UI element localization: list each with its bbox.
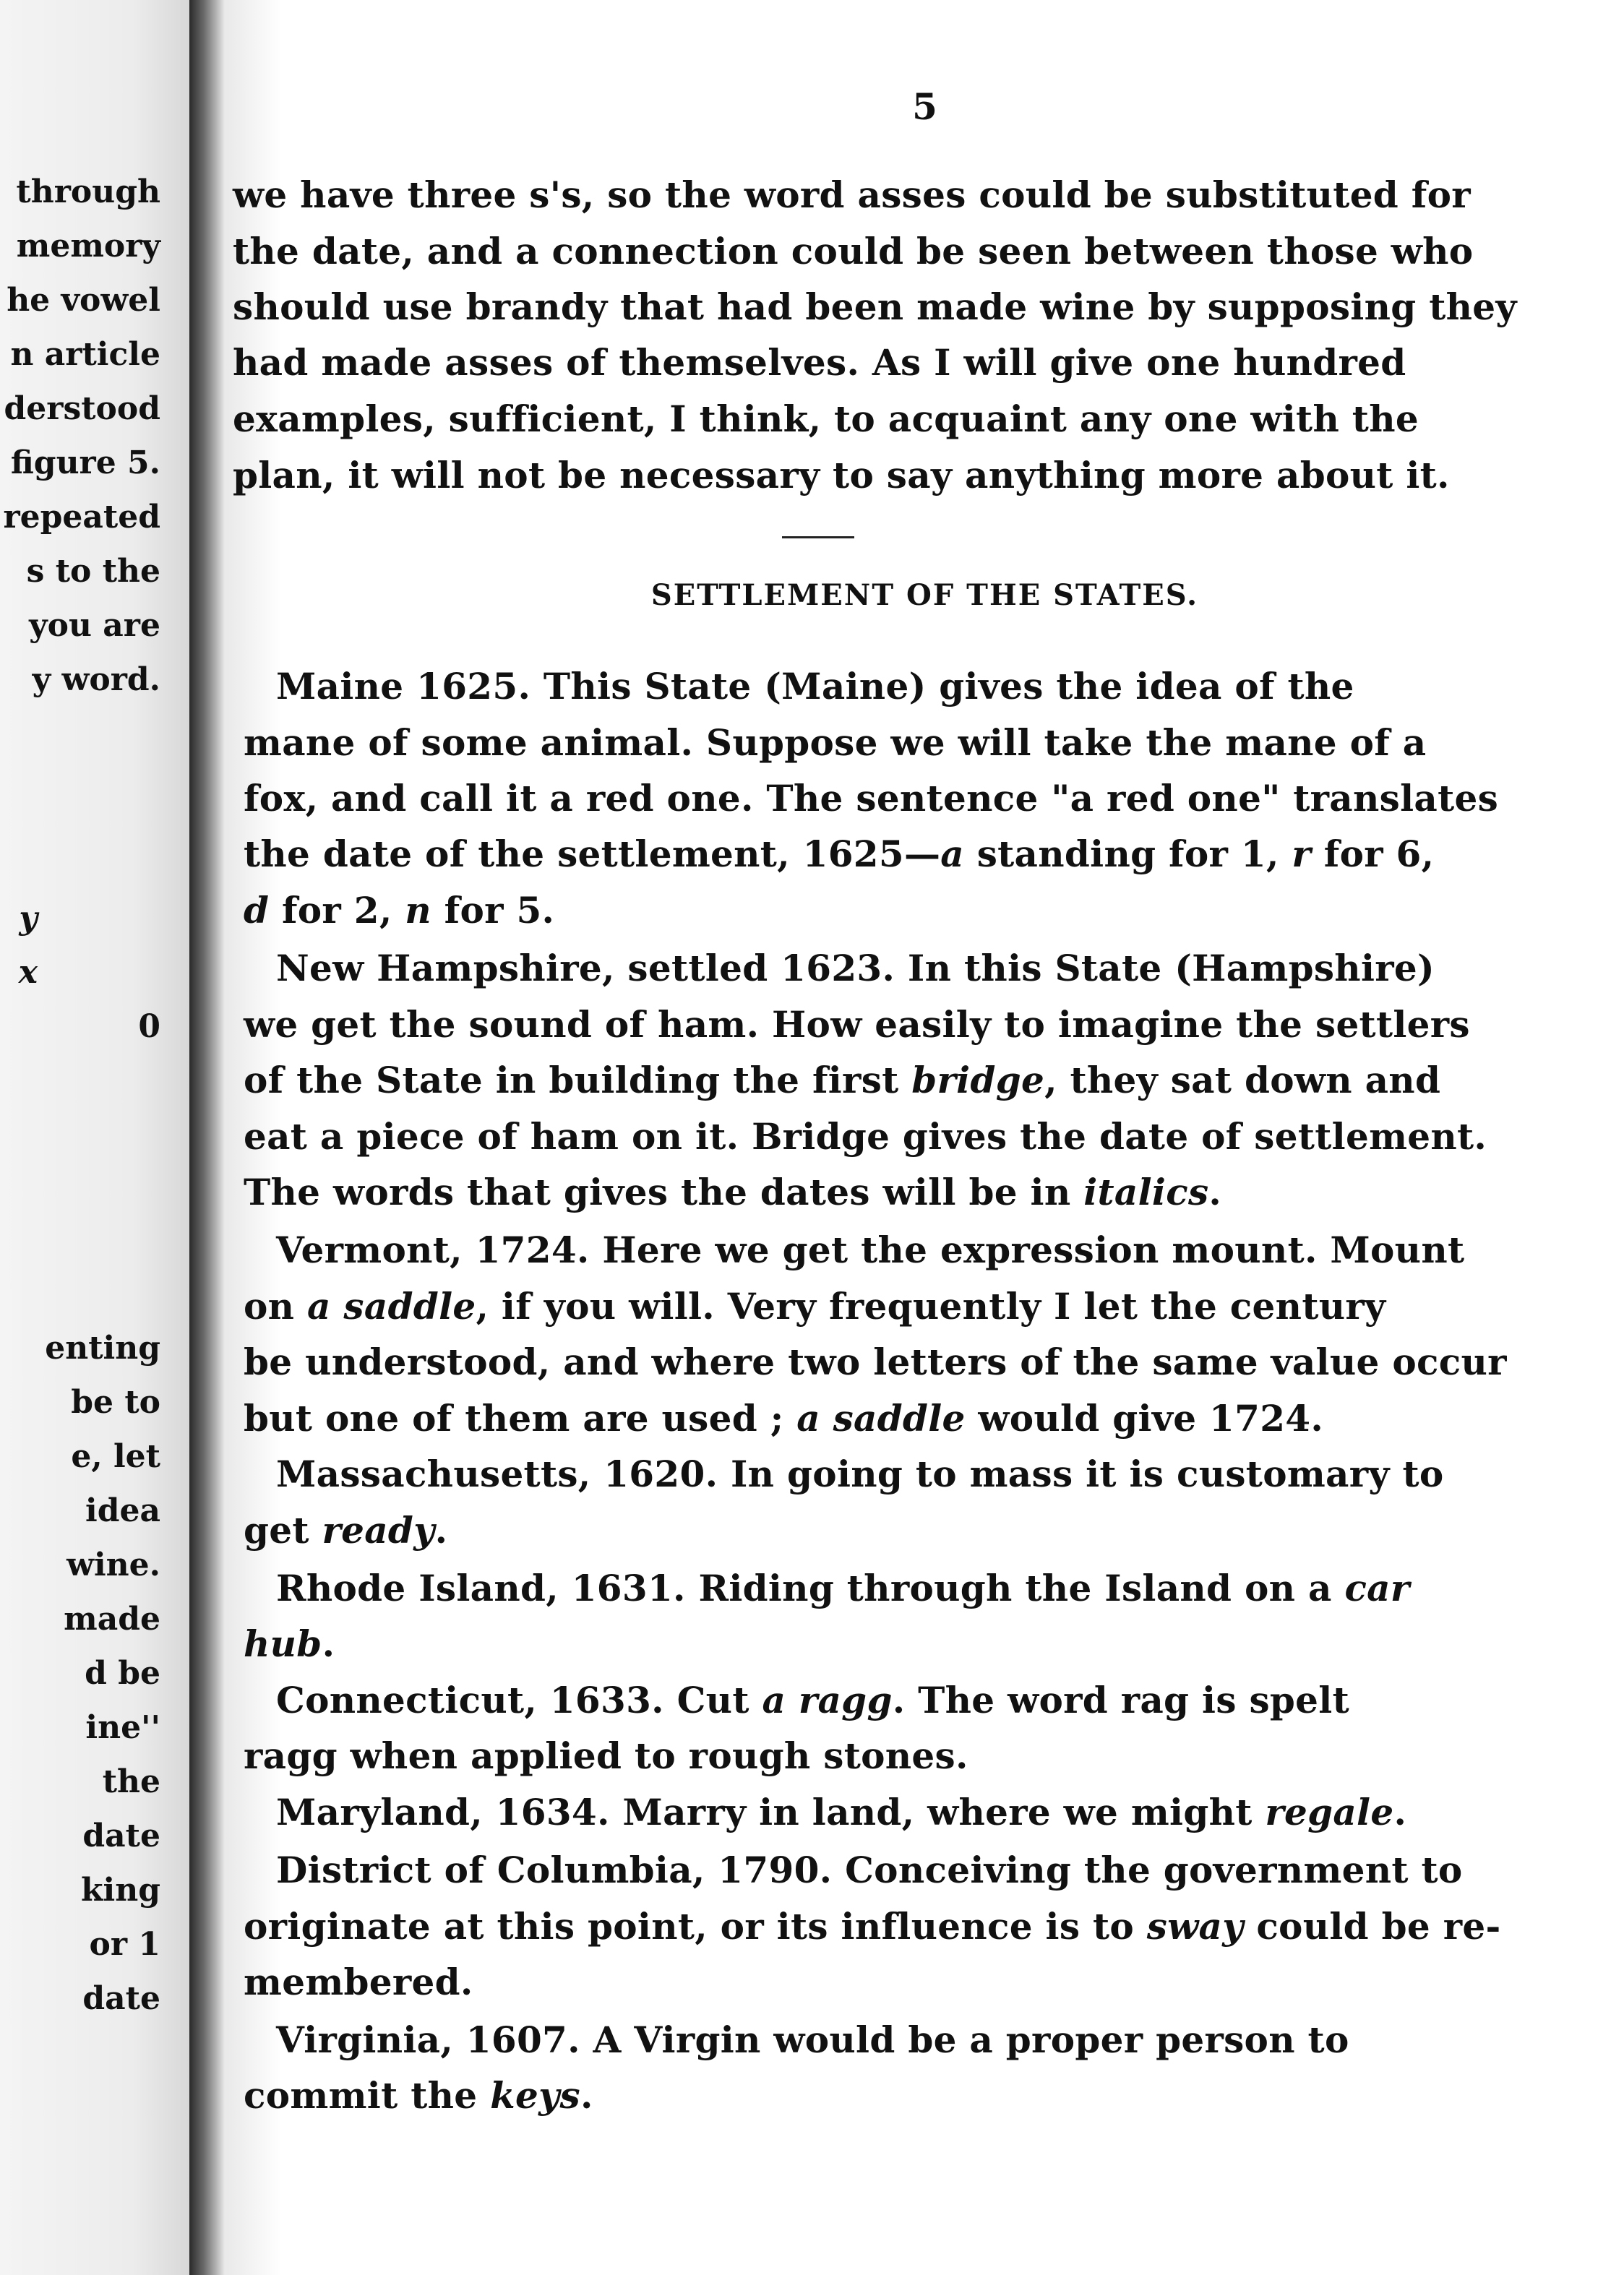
facing-page-text: x (18, 954, 38, 991)
facing-page-text: made (64, 1601, 160, 1638)
text-line (244, 1171, 1221, 1213)
text-run: for 6, (1311, 833, 1435, 875)
facing-page-text: enting (45, 1330, 160, 1367)
text-line (244, 1622, 335, 1665)
intro-line: should use brandy that had been made wine by supposing they (233, 285, 1517, 328)
facing-page-text: idea (85, 1492, 160, 1529)
text-line (244, 1905, 1501, 1948)
state-entry (276, 1849, 1463, 1891)
state-entry (276, 947, 1435, 989)
state-entry (276, 1567, 1410, 1609)
text-run: ragg when applied to rough stones. (244, 1734, 968, 1777)
facing-page-text: 0 (138, 1008, 160, 1045)
facing-page-text: date (82, 1980, 160, 2017)
text-run: District of Columbia, 1790. Conceiving the government to (276, 1849, 1463, 1891)
facing-page-text: or 1 (89, 1926, 160, 1963)
text-run: mane of some animal. Suppose we will take the mane of a (244, 721, 1427, 764)
text-run: be understood, and where two letters of the same value occur (244, 1341, 1507, 1383)
italic-keyword: a saddle (796, 1397, 966, 1440)
italic-keyword: a saddle (307, 1285, 476, 1328)
state-entry (276, 1679, 1349, 1721)
text-run: standing for 1, (963, 833, 1292, 875)
text-run: Massachusetts, 1620. In going to mass it is customary to (276, 1453, 1444, 1495)
facing-page-text: king (81, 1872, 160, 1909)
text-run: . (322, 1622, 335, 1665)
text-run: Maryland, 1634. Marry in land, where we might (276, 1791, 1266, 1833)
text-run: Rhode Island, 1631. Riding through the Island on a (276, 1567, 1345, 1609)
state-entry (276, 1791, 1406, 1833)
intro-line: we have three s's, so the word asses could be substituted for (233, 173, 1471, 216)
facing-page-text: memory (16, 228, 160, 265)
text-run: eat a piece of ham on it. Bridge gives the date of settlement. (244, 1115, 1487, 1158)
facing-page-text: n article (10, 336, 160, 373)
italic-keyword: n (405, 889, 431, 932)
text-run: originate at this point, or its influence is to (244, 1905, 1147, 1948)
intro-line: examples, sufficient, I think, to acquaint any one with the (233, 397, 1419, 440)
text-run: . (434, 1509, 448, 1552)
italic-keyword: hub (244, 1622, 322, 1665)
facing-page-text: d be (85, 1655, 160, 1692)
text-run: . (1208, 1171, 1222, 1213)
facing-page-fragment (0, 0, 189, 2275)
text-run: fox, and call it a red one. The sentence "a red one" translates (244, 777, 1499, 820)
text-run: Virginia, 1607. A Virgin would be a proper person to (276, 2018, 1349, 2061)
facing-page-text: y (19, 900, 38, 937)
text-line (244, 1341, 1507, 1383)
italic-keyword: r (1292, 833, 1312, 875)
text-run: . The word rag is spelt (892, 1679, 1349, 1721)
facing-page-text: ine'' (85, 1709, 160, 1746)
text-line (244, 2074, 593, 2117)
text-run: of the State in building the first (244, 1059, 912, 1101)
text-run: would give 1724. (965, 1397, 1324, 1440)
book-gutter (189, 0, 225, 2275)
text-run: Vermont, 1724. Here we get the expression mount. Mount (276, 1229, 1465, 1271)
italic-keyword: regale (1265, 1791, 1394, 1833)
text-run: Maine 1625. This State (Maine) gives the idea of the (276, 665, 1354, 708)
text-run: on (244, 1285, 308, 1328)
facing-page-text: y word. (32, 661, 160, 698)
text-line (244, 833, 1434, 875)
text-line (244, 1285, 1385, 1328)
italic-keyword: car (1344, 1567, 1410, 1609)
page-number: 5 (912, 85, 937, 128)
intro-line: had made asses of themselves. As I will give one hundred (233, 341, 1406, 384)
text-run: we get the sound of ham. How easily to imagine the settlers (244, 1003, 1470, 1046)
text-run: could be re- (1243, 1905, 1501, 1948)
facing-page-text: date (82, 1818, 160, 1854)
italic-keyword: sway (1146, 1905, 1244, 1948)
italic-keyword: keys (490, 2074, 580, 2117)
facing-page-text: figure 5. (10, 444, 160, 481)
facing-page-text: he vowel (7, 282, 160, 319)
facing-page-text: wine. (66, 1547, 160, 1583)
facing-page-text: be to (71, 1384, 160, 1421)
section-heading: SETTLEMENT OF THE STATES. (650, 578, 1199, 612)
italic-keyword: a (940, 833, 964, 875)
state-entry (276, 2018, 1349, 2061)
text-run: New Hampshire, settled 1623. In this State (Hampshire) (276, 947, 1435, 989)
text-line (244, 1734, 968, 1777)
text-run: , if you will. Very frequently I let the century (476, 1285, 1386, 1328)
text-run: the date of the settlement, 1625— (244, 833, 941, 875)
text-run: get (244, 1509, 322, 1552)
state-entry (276, 665, 1354, 708)
page (225, 0, 1624, 2275)
facing-page-text: the (102, 1763, 160, 1800)
italic-keyword: a ragg (762, 1679, 893, 1721)
intro-line: the date, and a connection could be seen between those who (233, 230, 1474, 272)
facing-page-text: s to the (26, 553, 160, 590)
text-run: , they sat down and (1044, 1059, 1441, 1101)
text-line (244, 721, 1426, 764)
italic-keyword: d (244, 889, 270, 932)
facing-page-text: repeated (3, 499, 160, 536)
text-run: but one of them are used ; (244, 1397, 797, 1440)
facing-page-text: you are (29, 607, 160, 644)
text-line (244, 1059, 1440, 1101)
text-run: membered. (244, 1961, 473, 2003)
text-run: for 2, (269, 889, 405, 932)
facing-page-text: through (16, 173, 160, 210)
text-run: . (1393, 1791, 1407, 1833)
text-line (244, 1397, 1323, 1440)
facing-page-text: derstood (4, 390, 160, 427)
italic-keyword: ready (322, 1509, 435, 1552)
intro-line: plan, it will not be necessary to say anything more about it. (233, 454, 1450, 496)
italic-keyword: italics (1083, 1171, 1209, 1213)
text-line (244, 1115, 1487, 1158)
text-run: for 5. (431, 889, 555, 932)
text-run: . (580, 2074, 593, 2117)
state-entry (276, 1453, 1444, 1495)
text-line (244, 1509, 447, 1552)
text-line (244, 889, 554, 932)
text-line (244, 1961, 473, 2003)
text-line (244, 777, 1498, 820)
state-entry (276, 1229, 1464, 1271)
italic-keyword: bridge (911, 1059, 1045, 1101)
text-run: Connecticut, 1633. Cut (276, 1679, 762, 1721)
section-divider (782, 536, 854, 538)
text-run: The words that gives the dates will be in (244, 1171, 1084, 1213)
text-run: commit the (244, 2074, 491, 2117)
facing-page-text: e, let (71, 1438, 160, 1475)
text-line (244, 1003, 1470, 1046)
